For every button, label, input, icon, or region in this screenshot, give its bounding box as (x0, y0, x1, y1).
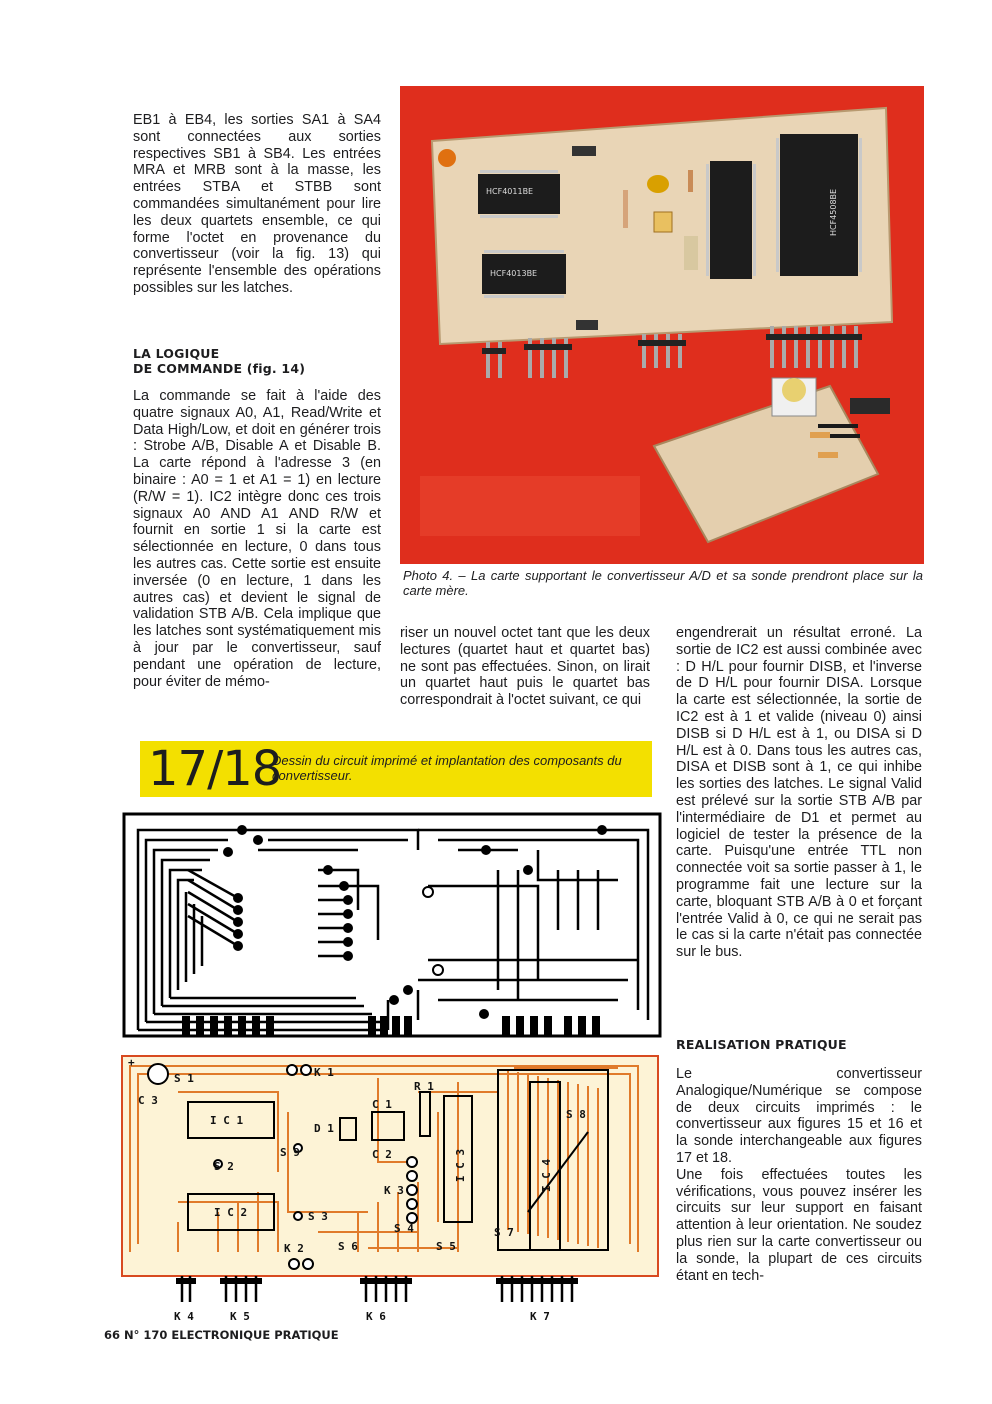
label-d1: D 1 (314, 1122, 334, 1135)
label-k4: K 4 (174, 1310, 194, 1323)
article-column-1-logique (133, 388, 381, 690)
paragraph-continuation: riser un nouvel octet tant que les deux lectures (quartet haut et quartet bas) ne sont pas effectuées. Sinon, on lirait un quartet haut puis le quartet bas correspondrait à l'octet suivant, ce qui (400, 625, 650, 709)
label-s5: S 5 (436, 1240, 456, 1253)
label-k5: K 5 (230, 1310, 250, 1323)
figure-caption: Dessin du circuit imprimé et implantation des composants du convertisseur. (272, 753, 622, 783)
photo-converter-board (400, 86, 924, 564)
label-s7: S 7 (494, 1226, 514, 1239)
label-plus: + (128, 1056, 135, 1069)
pcb-traces (118, 810, 664, 1042)
paragraph-realisation-2: Une fois effectuées toutes les vérifications, vous pouvez insérer les circuits sur leur support en faisant attention à leur orientation. Ne soudez plus rien sur la carte convertisseur ou la sonde, la plupart de ces circuits étant en tech- (676, 1166, 922, 1284)
label-s6: S 6 (338, 1240, 358, 1253)
label-r1: R 1 (414, 1080, 434, 1093)
paragraph-realisation-1: Le convertisseur Analogique/Numérique se compose de deux circuits imprimés : le convertisseur aux figures 15 et 16 et la sonde interchangeable aux figures 17 et 18. (676, 1066, 922, 1166)
label-s8: S 8 (566, 1108, 586, 1121)
pcb-copper-drawing (118, 810, 664, 1042)
component-layout-drawing (118, 1052, 664, 1328)
label-k2: K 2 (284, 1242, 304, 1255)
label-s9: S 9 (280, 1146, 300, 1159)
paragraph-combination: engendrerait un résultat erroné. La sortie de IC2 est aussi combinée avec : D H/L pour fournir DISB, et l'inverse de D H/L pour fournir DISA. Lorsque la carte est sélectionnée, la sortie de IC2 est à 1 et valide (niveau 0) ainsi DISB si D H/L est à 1, ou DISA si D H/L est à 0. Dans tous les autres cas, DISA et DISB sont à 1, ce qui inhibe les sorties des latches. Le signal Valid est prélevé sur la sortie STB A/B par l'intermédiaire de D1 et permet au logiciel de tester la présence de la carte. Puisqu'une entrée TTL non connectée voit sa sortie passer à 1, le programme fait une lecture sur la carte, bloquant STB A/B à 0 et forçant l'entrée Valid à 0, ce qui ne serait pas le cas si la carte n'était pas connectée sur le bus. (676, 625, 922, 961)
label-ic1: I C 1 (210, 1114, 244, 1127)
svg-text:HCF4011BE: HCF4011BE (486, 187, 534, 196)
article-column-2 (400, 625, 650, 709)
photo-illustration (400, 86, 924, 564)
label-k7: K 7 (530, 1310, 550, 1323)
article-column-1-intro (133, 112, 381, 297)
label-s4: S 4 (394, 1222, 414, 1235)
page-footer: 66 N° 170 ELECTRONIQUE PRATIQUE (104, 1328, 339, 1342)
label-s3: S 3 (308, 1210, 328, 1223)
label-ic3: I C 3 (454, 1148, 467, 1182)
paragraph-latches: EB1 à EB4, les sorties SA1 à SA4 sont connectées aux sorties respectives SB1 à SB4. Les entrées MRA et MRB sont à la masse, les entrées STBA et STBB sont commandées simultanément pour lire les deux quartets ensemble, ce qui forme l'octet en provenance du convertisseur (voir la fig. 13) qui représente l'ensemble des opérations possibles sur les latches. (133, 112, 381, 296)
paragraph-logique: La commande se fait à l'aide des quatre signaux A0, A1, Read/Write et Data High/Low, et doit en générer trois : Strobe A/B, Disable A et Disable B. La carte répond à l'adresse 3 (en binaire : A0 = 1 et A1 = 1) en lecture (R/W = 1). IC2 intègre donc ces trois signaux A0 AND A1 AND R/W et fournit en sortie 1 si la carte est sélectionnée en lecture, 0 dans tous les autres cas. Cette sortie est ensuite inversée (0 en lecture, 1 dans les autres cas) et devient le signal de validation STB A/B. Cela implique que les latches sont systématiquement mis à jour par le convertisseur, sauf pendant une opération de lecture, pour éviter de mémo- (133, 388, 381, 690)
heading-line-1: LA LOGIQUE (133, 346, 220, 361)
section-heading-logique (133, 346, 383, 376)
label-ic4: I C 4 (540, 1158, 553, 1192)
label-c1: C 1 (372, 1098, 392, 1111)
label-k3: K 3 (384, 1184, 404, 1197)
label-k6: K 6 (366, 1310, 386, 1323)
label-s2: S 2 (214, 1160, 234, 1173)
label-s1: S 1 (174, 1072, 194, 1085)
layout-diagram (118, 1052, 664, 1328)
article-column-3 (676, 625, 922, 961)
heading-line-2: DE COMMANDE (fig. 14) (133, 361, 306, 376)
photo-caption: Photo 4. – La carte supportant le convertisseur A/D et sa sonde prendront place sur la carte mère. (403, 568, 923, 598)
svg-text:HCF4013BE: HCF4013BE (490, 269, 538, 278)
label-ic2: I C 2 (214, 1206, 248, 1219)
label-k1: K 1 (314, 1066, 334, 1079)
article-column-3-realisation (676, 1066, 922, 1284)
figure-banner (140, 741, 652, 797)
section-heading-realisation: REALISATION PRATIQUE (676, 1037, 847, 1052)
svg-text:HCF4508BE: HCF4508BE (829, 188, 838, 236)
label-c3: C 3 (138, 1094, 158, 1107)
figure-number: 17/18 (148, 741, 282, 797)
label-c2: C 2 (372, 1148, 392, 1161)
